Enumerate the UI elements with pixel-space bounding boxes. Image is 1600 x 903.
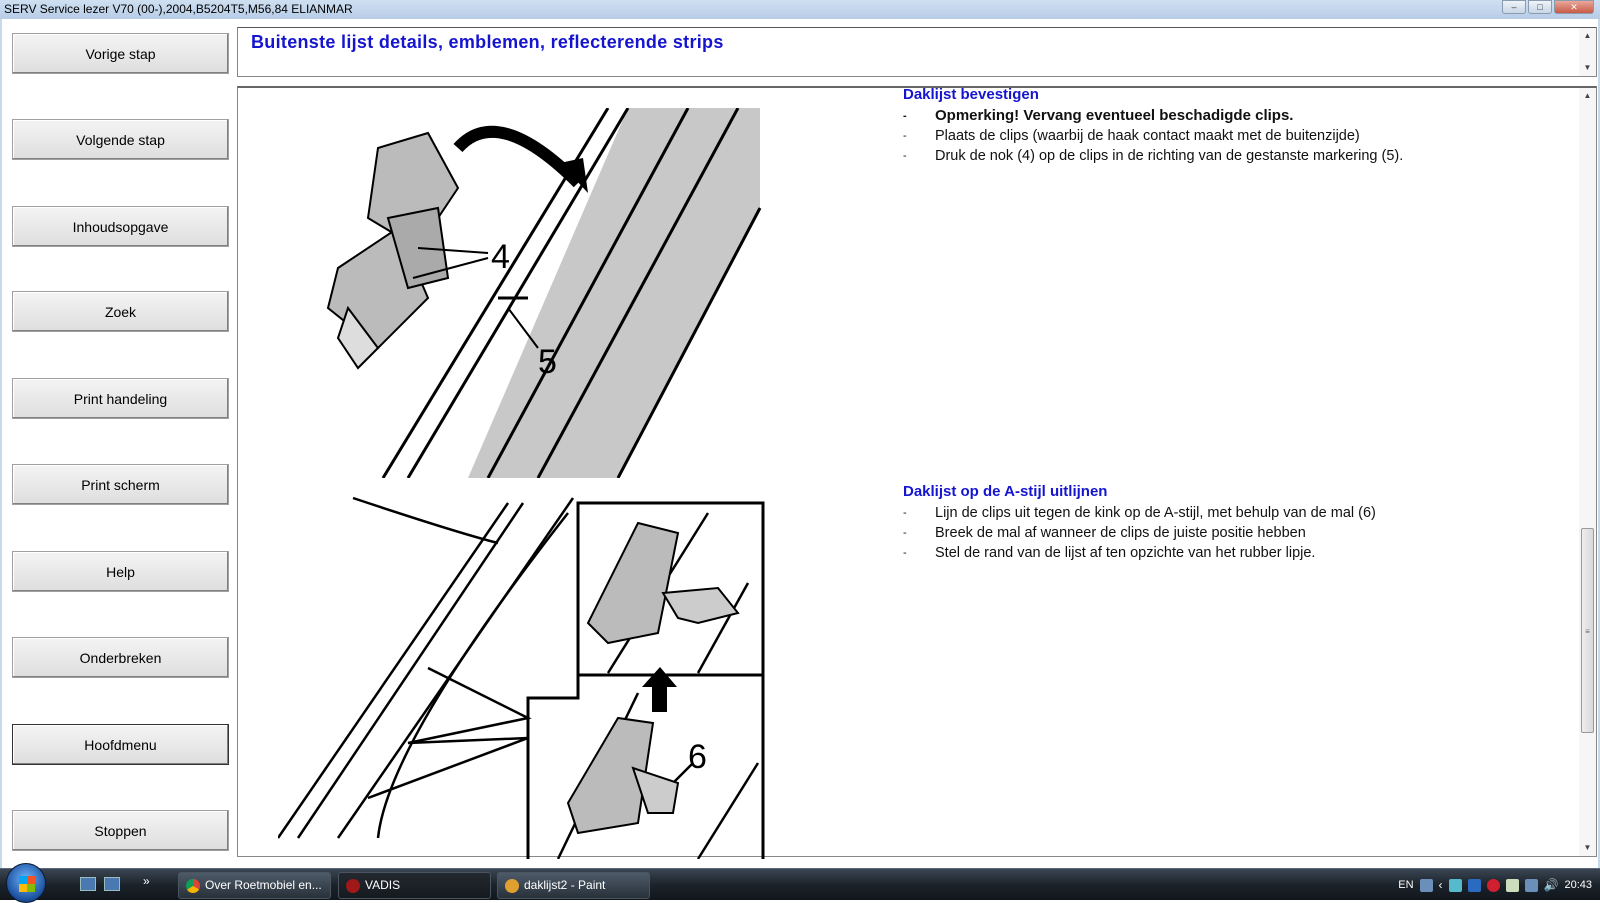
language-indicator[interactable]: EN — [1398, 879, 1414, 891]
window-title: SERV Service lezer V70 (00-),2004,B5204T5,M56,84 ELIANMAR — [4, 2, 353, 16]
section-title: Daklijst bevestigen — [903, 86, 1039, 103]
show-desktop-icon[interactable] — [80, 877, 96, 891]
vadis-icon — [346, 879, 360, 893]
header-panel — [237, 27, 1597, 77]
taskbar-item-paint[interactable] — [497, 872, 650, 899]
main-menu-button[interactable]: Hoofdmenu — [12, 724, 229, 765]
maximize-button[interactable]: □ — [1528, 0, 1552, 14]
stop-button[interactable]: Stoppen — [12, 810, 229, 851]
network-status-icon[interactable] — [1449, 879, 1462, 892]
print-screen-button[interactable]: Print scherm — [12, 464, 229, 505]
chrome-icon — [186, 879, 200, 893]
callout-5: 5 — [538, 343, 557, 381]
callout-4: 4 — [491, 238, 510, 276]
windows-logo-icon — [19, 876, 35, 892]
volume-icon[interactable]: 🔊 — [1543, 878, 1559, 892]
taskbar-item-vadis[interactable] — [338, 872, 491, 899]
taskbar-item-label: Over Roetmobiel en... — [205, 878, 322, 892]
header-scrollbar[interactable] — [1579, 28, 1596, 76]
taskbar — [0, 868, 1600, 900]
page-title: Buitenste lijst details, emblemen, reflecterende strips — [251, 32, 724, 52]
app-tray-icon[interactable] — [1468, 879, 1481, 892]
network-icon[interactable] — [1525, 879, 1538, 892]
scroll-up-icon[interactable]: ▲ — [1583, 31, 1592, 40]
close-button[interactable]: ✕ — [1554, 0, 1594, 14]
keyboard-icon[interactable] — [1420, 879, 1433, 892]
clip-mounting-illustration — [298, 108, 778, 478]
content-panel — [237, 86, 1597, 857]
taskbar-item-label: VADIS — [365, 878, 401, 892]
search-button[interactable]: Zoek — [12, 291, 229, 332]
quicklaunch-overflow-icon[interactable]: » — [143, 874, 150, 888]
paint-icon — [505, 879, 519, 893]
title-bar — [0, 0, 1600, 19]
scroll-up-icon[interactable]: ▲ — [1583, 91, 1592, 100]
system-tray — [1398, 869, 1600, 901]
contents-button[interactable]: Inhoudsopgave — [12, 206, 229, 247]
taskbar-item-browser[interactable] — [178, 872, 331, 899]
note-item: - Opmerking! Vervang eventueel beschadigde clips. — [903, 106, 1543, 126]
content-scrollbar[interactable] — [1579, 88, 1596, 856]
show-hidden-icons-icon[interactable]: ‹ — [1438, 878, 1443, 892]
previous-step-button[interactable]: Vorige stap — [12, 33, 229, 74]
start-button[interactable] — [6, 863, 46, 903]
next-step-button[interactable]: Volgende stap — [12, 119, 229, 160]
interrupt-button[interactable]: Onderbreken — [12, 637, 229, 678]
help-button[interactable]: Help — [12, 551, 229, 592]
list-item: - Druk de nok (4) op de clips in de richting van de gestanste markering (5). — [903, 146, 1543, 166]
list-item: - Breek de mal af wanneer de clips de juiste positie hebben — [903, 523, 1543, 543]
scroll-down-icon[interactable]: ▼ — [1583, 843, 1592, 852]
callout-6: 6 — [688, 738, 707, 776]
section-fasten-roof-strip — [903, 86, 1543, 166]
scrollbar-thumb[interactable]: ≡ — [1581, 528, 1594, 733]
list-item: - Plaats de clips (waarbij de haak contact maakt met de buitenzijde) — [903, 126, 1543, 146]
scroll-down-icon[interactable]: ▼ — [1583, 63, 1592, 72]
a-pillar-alignment-illustration — [278, 493, 778, 859]
antivirus-icon[interactable] — [1487, 879, 1500, 892]
section-title: Daklijst op de A-stijl uitlijnen — [903, 483, 1108, 500]
taskbar-item-label: daklijst2 - Paint — [524, 878, 606, 892]
minimize-button[interactable]: – — [1502, 0, 1526, 14]
switch-windows-icon[interactable] — [104, 877, 120, 891]
section-align-a-pillar — [903, 483, 1543, 563]
print-procedure-button[interactable]: Print handeling — [12, 378, 229, 419]
list-item: - Lijn de clips uit tegen de kink op de A-stijl, met behulp van de mal (6) — [903, 503, 1543, 523]
clock[interactable]: 20:43 — [1564, 879, 1592, 891]
list-item: - Stel de rand van de lijst af ten opzichte van het rubber lipje. — [903, 543, 1543, 563]
device-icon[interactable] — [1506, 879, 1519, 892]
